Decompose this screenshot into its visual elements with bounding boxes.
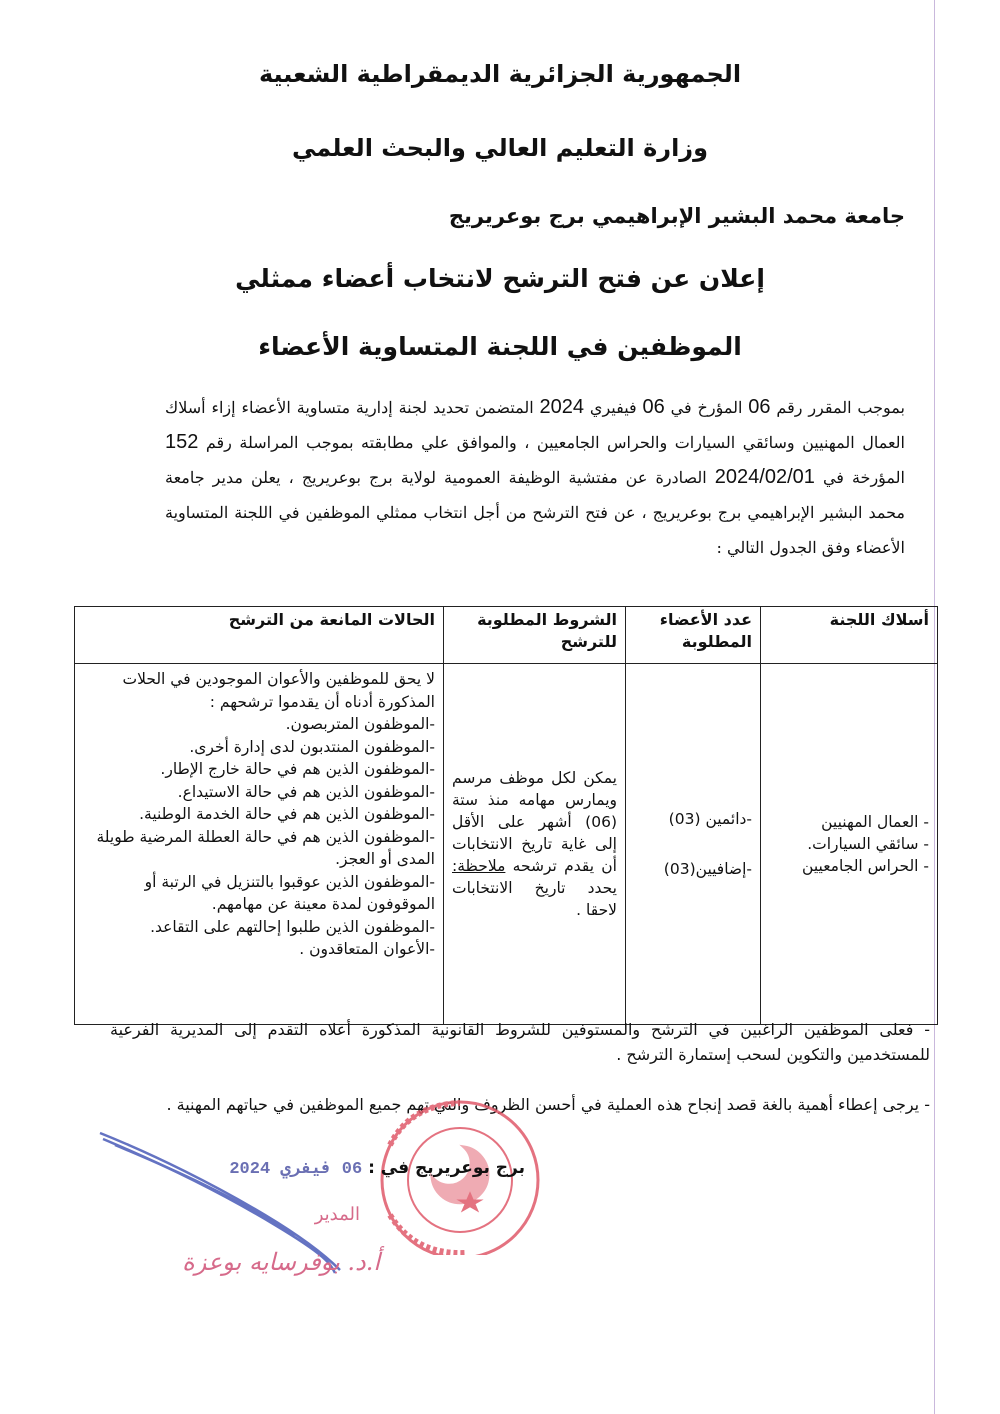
conditions-text: يمكن لكل موظف مرسم ويمارس مهامه منذ ستة (06) أشهر على الأقل إلى غاية تاريخ الانتخابات أن يقدم ترشحه	[452, 769, 617, 875]
exclusion-item: -الموظفون المنتدبون لدى إدارة أخرى.	[189, 737, 435, 756]
announcement-title-line2: الموظفين في اللجنة المتساوية الأعضاء	[258, 332, 742, 361]
exclusion-item: -الموظفون الذين هم في حالة الاستيداع.	[177, 782, 435, 801]
intro-text: الصادرة عن مفتشية الوظيفة العمومية لولاية برج بوعريريج ، يعلن مدير جامعة محمد البشير الإبراهيمي برج بوعريريج ، عن فتح الترشح من أجل انتخاب ممثلي الموظفين في اللجنة المتساوية الأعضاء وفق الجدول التالي :	[165, 468, 905, 557]
signer-title: المدير	[314, 1204, 360, 1225]
corps-cell	[761, 664, 938, 1025]
intro-paragraph	[165, 390, 905, 565]
intro-number: 2024	[539, 396, 585, 418]
intro-number: 2024/02/01	[714, 466, 815, 488]
importance-paragraph: - يرجى إعطاء أهمية بالغة قصد إنجاح هذه العملية في أحسن الظروف والتي تهم جميع الموظفين في حياتهم المهنية .	[166, 1095, 930, 1114]
corps-item: - الحراس الجامعيين	[802, 857, 929, 875]
intro-text: المؤرخ في	[664, 398, 749, 417]
exclusion-item: -الموظفون المتربصون.	[285, 715, 435, 733]
place-date-line	[125, 1158, 525, 1179]
exclusion-item: -الموظفون الذين طلبوا إحالتهم على التقاعد.	[150, 917, 435, 936]
exclusion-item: -الموظفون الذين هم في حالة العطلة المرضية طويلة المدى أو العجز.	[96, 827, 435, 868]
intro-text: فيفيري	[584, 398, 643, 417]
intro-text: المتضمن تحديد لجنة إدارية متساوية الأعضاء إزاء أسلاك العمال المهنيين وسائقي السيارات والحراس الجامعيين ، والموافق علي مطابقته بموجب المراسلة رقم	[165, 398, 905, 452]
exclusion-item: -الموظفون الذين هم في حالة الخدمة الوطنية.	[139, 805, 435, 823]
candidacy-table	[74, 606, 938, 1025]
header-conditions: الشروط المطلوبة للترشح	[444, 607, 626, 664]
republic-header: الجمهورية الجزائرية الديمقراطية الشعبية	[258, 60, 742, 88]
ministry-header: وزارة التعليم العالي والبحث العلمي	[291, 134, 709, 162]
note-text: يحدد تاريخ الانتخابات لاحقا .	[452, 879, 617, 919]
header-count: عدد الأعضاء المطلوبة	[626, 607, 761, 664]
count-cell	[626, 664, 761, 1025]
seal-inner-ring	[408, 1128, 512, 1232]
exclusion-item: -الموظفون الذين هم في حالة خارج الإطار.	[160, 760, 435, 778]
note-label: ملاحظة:	[452, 857, 506, 875]
header-corps: أسلاك اللجنة	[761, 607, 938, 664]
exclusion-item: -الموظفون الذين عوقبوا بالتنزيل في الرتبة أو الموقوفون لمدة معينة عن مهامهم.	[144, 872, 435, 913]
exclusions-intro: لا يحق للموظفين والأعوان الموجودين في الحلات المذكورة أدناه أن يقدموا ترشحهم :	[122, 670, 435, 711]
intro-number: 06	[748, 396, 771, 418]
intro-text: بموجب المقرر رقم	[770, 398, 905, 417]
instructions-paragraph: - فعلى الموظفين الراغبين في الترشح والمستوفين للشروط القانونية المذكورة أعلاه التقدم إلى المديرية الفرعية للمستخدمين والتكوين لسحب إستمارة الترشح .	[110, 1020, 930, 1064]
university-header: جامعة محمد البشير الإبراهيمي برج بوعريريج	[448, 204, 905, 228]
intro-number: 152	[165, 431, 199, 453]
header-exclusions: الحالات المانعة من الترشح	[75, 607, 444, 664]
exclusions-cell	[75, 664, 444, 1025]
intro-text: المؤرخة في	[814, 468, 906, 487]
table-header-row	[75, 607, 938, 664]
place-label: برج بوعريريج في :	[368, 1158, 525, 1178]
count-permanent: -دائمين (03)	[668, 810, 752, 828]
announcement-title-line1: إعلان عن فتح الترشح لانتخاب أعضاء ممثلي	[235, 264, 765, 293]
conditions-cell	[444, 664, 626, 1025]
date-stamp: 06 فيفري 2024	[229, 1160, 363, 1179]
table-row	[75, 664, 938, 1025]
corps-item: - سائقي السيارات.	[807, 835, 929, 853]
count-substitute: -إضافيين(03)	[663, 860, 752, 878]
corps-item: - العمال المهنيين	[821, 813, 929, 831]
signer-name: أ.د. بوفرسايه بوعزة	[182, 1248, 380, 1276]
intro-number: 06	[642, 396, 665, 418]
exclusion-item: -الأعوان المتعاقدون .	[299, 940, 435, 958]
